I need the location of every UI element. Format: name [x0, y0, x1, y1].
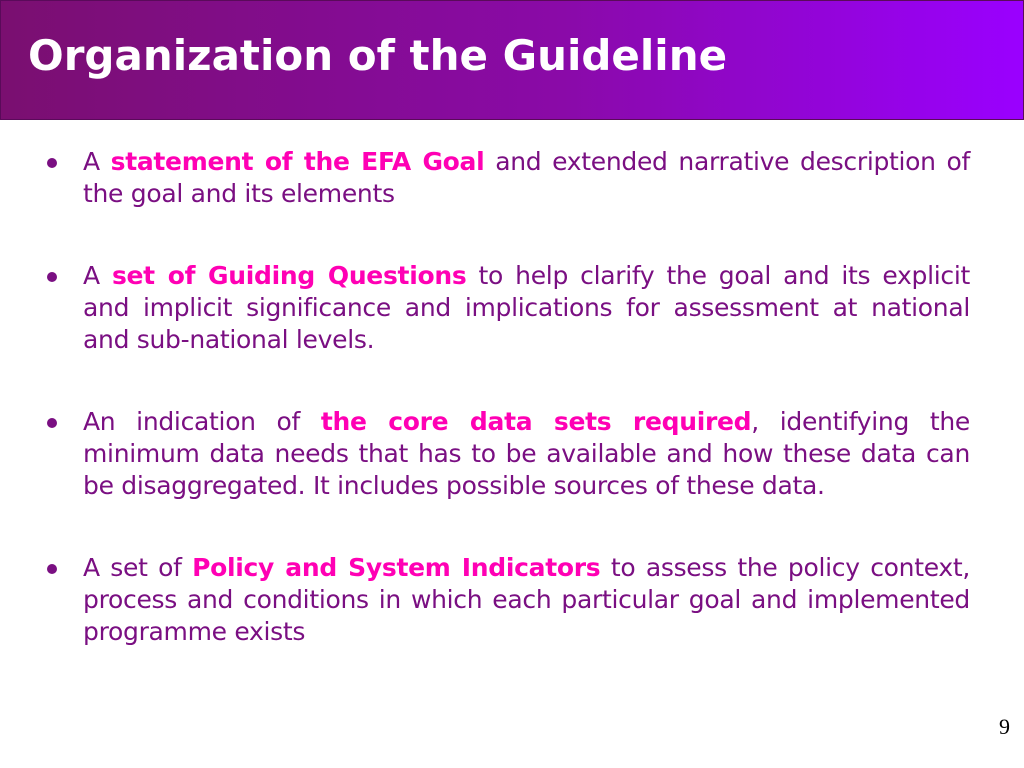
bullet-text-after: to help clarify the goal and its explicit and implicit significance and implications for assessment at national and sub-national levels. — [83, 261, 970, 354]
bullet-dot-icon — [47, 418, 57, 428]
bullet-emphasis: statement of the EFA Goal — [110, 147, 485, 176]
title-bar — [0, 0, 1024, 120]
bullet-item — [42, 260, 970, 356]
bullet-emphasis: set of Guiding Questions — [111, 261, 467, 290]
bullet-dot-icon — [47, 564, 57, 574]
bullet-text-after: , identifying the minimum data needs that has to be available and how these data can be disaggregated. It includes possible sources of these data. — [83, 407, 970, 500]
bullet-emphasis: Policy and System Indicators — [192, 553, 601, 582]
bullet-text-before: A — [83, 147, 111, 176]
bullet-text-after: to assess the policy context, process and conditions in which each particular goal and implemented programme exists — [83, 553, 970, 646]
bullet-text-after: and extended narrative description of the goal and its elements — [83, 147, 971, 208]
page-number: 9 — [999, 714, 1010, 739]
bullet-list — [42, 146, 970, 648]
bullet-item — [42, 552, 970, 648]
bullet-dot-icon — [47, 272, 57, 282]
bullet-text-before: An indication of — [83, 407, 321, 436]
bullet-emphasis: the core data sets required — [320, 407, 752, 436]
bullet-dot-icon — [47, 158, 57, 168]
slide-title: Organization of the Guideline — [28, 31, 728, 80]
bullet-item — [42, 406, 970, 502]
bullet-text-before: A — [83, 261, 112, 290]
bullet-text-before: A set of — [83, 553, 193, 582]
bullet-item — [42, 146, 970, 210]
